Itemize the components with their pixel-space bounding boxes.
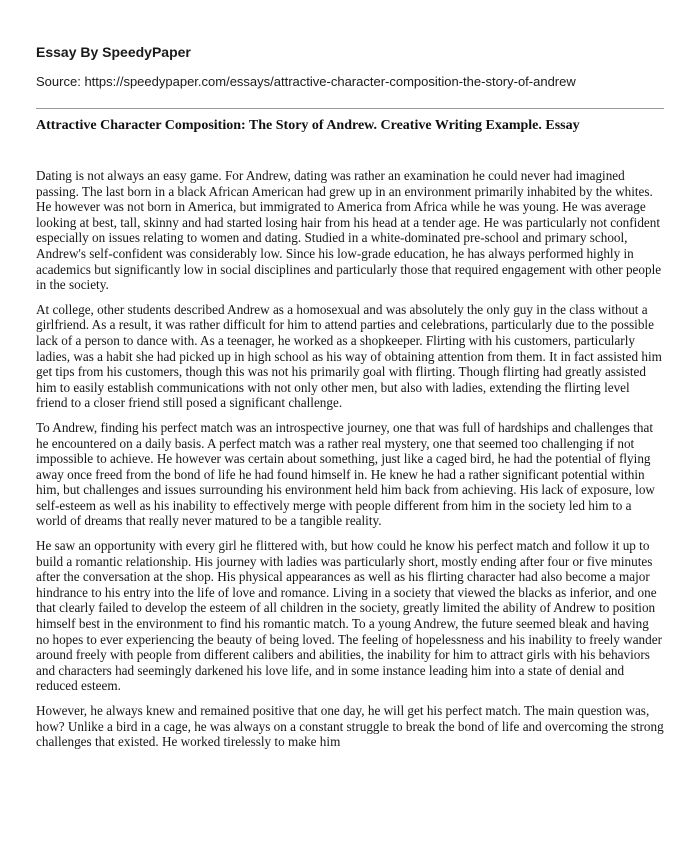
essay-title: Attractive Character Composition: The Story of Andrew. Creative Writing Example. Essay bbox=[36, 118, 580, 133]
source-line bbox=[36, 74, 576, 89]
source-url-link[interactable]: https://speedypaper.com/essays/attractive-character-composition-the-story-of-andrew bbox=[84, 74, 576, 89]
site-title: Essay By SpeedyPaper bbox=[36, 44, 191, 60]
paragraph: He saw an opportunity with every girl he flittered with, but how could he know his perfect match and follow it up to build a romantic relationship. His journey with ladies was particularly short, mostly ending after four or five minutes after the conversation at the shop. His physical appearances as well as his flirting character had also become a major hindrance to his entry into the life of love and romance. Living in a society that viewed the blacks as inferior, and one that clearly failed to develop the esteem of all children in the society, greatly limited the ability of Andrew to position himself best in the environment to find his romantic match. To a young Andrew, the future seemed bleak and having no hopes to ever experiencing the beauty of being loved. The feeling of hopelessness and his inability to freely wander around freely with people from different calibers and abilities, the inability for him to attract girls with his behaviors and characters had seemingly darkened his love life, and in some instance leading him into a state of denial and reduced esteem. bbox=[36, 538, 662, 694]
paragraph: At college, other students described Andrew as a homosexual and was absolutely the only guy in the class without a girlfriend. As a result, it was rather difficult for him to attend parties and celebrations, particularly due to the possible lack of a person to dance with. As a teenager, he worked as a shopkeeper. Flirting with his customers, particularly ladies, was a habit she had picked up in high school as his way of obtaining attention from them. It in fact assisted him get tips from his customers, though this was not his primarily goal with flirting. Though flirting had greatly assisted him to easily establish communications with not only other men, but also with ladies, extending the flirting level friend to a closer friend still posed a significant challenge. bbox=[36, 301, 662, 411]
source-label: Source: bbox=[36, 74, 81, 89]
paragraph: To Andrew, finding his perfect match was an introspective journey, one that was full of hardships and challenges that he encountered on a daily basis. A perfect match was a rather real mystery, one that seemed too challenging if not impossible to achieve. He however was certain about something, just like a caged bird, he had the potential of flying away once freed from the bond of life he had found himself in. He knew he had a rather significant potential within him, but challenges and issues surrounding his environment held him back from achieving. His lack of exposure, low self-esteem as well as his inability to effectively merge with people different from him in the society led him to a world of dreams that really never matured to be a tangible reality. bbox=[36, 419, 655, 529]
paragraph: Dating is not always an easy game. For Andrew, dating was rather an examination he could never had imagined passing. The last born in a black African American had grew up in an environment primarily inhabited by the whites. He however was not born in America, but immigrated to America from Africa while he was young. He was average looking at best, tall, skinny and had started losing hair from his head at a tender age. He was particularly not confident especially on issues relating to women and dating. Studied in a white-dominated pre-school and primary school, Andrew's self-confident was considerably low. Since his low-grade education, he has always performed highly in academics but significantly low in social disciplines and particularly those that required engagement with other people in the society. bbox=[36, 168, 662, 293]
paragraph: However, he always knew and remained positive that one day, he will get his perfect match. The main question was, how? Unlike a bird in a cage, he was always on a constant struggle to break the bond of life and overcoming the strong challenges that existed. He worked tirelessly to make him bbox=[36, 703, 664, 750]
essay-body bbox=[36, 168, 664, 759]
divider bbox=[36, 108, 664, 109]
